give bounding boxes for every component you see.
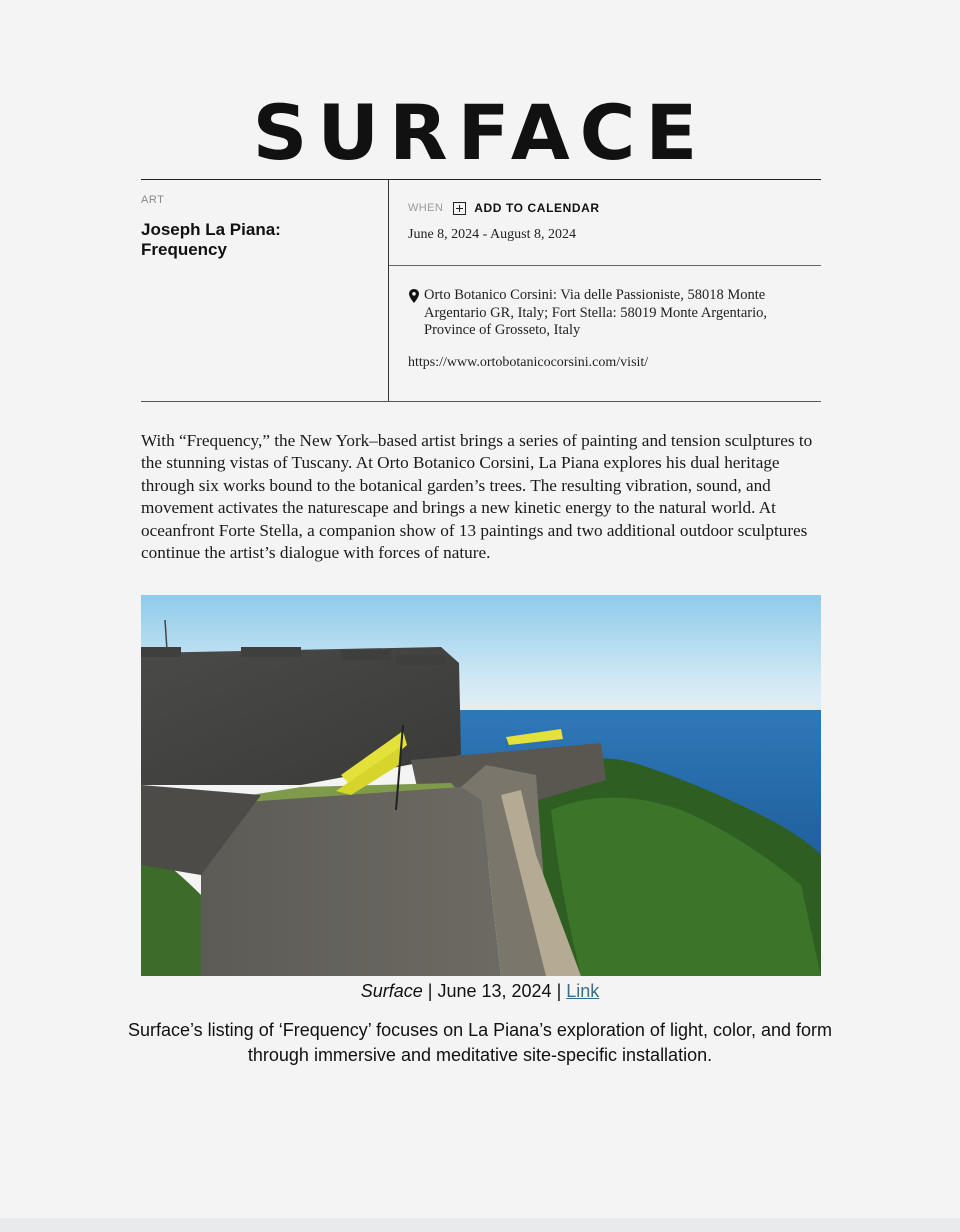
divider: [141, 179, 821, 180]
caption-date: June 13, 2024: [437, 981, 552, 1001]
event-title: Joseph La Piana: Frequency: [141, 220, 281, 259]
site-logo[interactable]: SURFACE: [252, 88, 708, 177]
photo-caption: [0, 981, 960, 1002]
fort-stella-photo: [141, 595, 821, 976]
calendar-plus-icon[interactable]: [453, 202, 466, 215]
venue-url[interactable]: https://www.ortobotanicocorsini.com/visit/: [408, 355, 649, 370]
event-dates: June 8, 2024 - August 8, 2024: [408, 227, 576, 242]
caption-publication: Surface: [360, 981, 423, 1001]
divider: [389, 265, 821, 266]
when-label: WHEN: [408, 202, 444, 214]
category-label[interactable]: ART: [141, 194, 165, 206]
caption-separator: |: [422, 981, 438, 1001]
event-location: Orto Botanico Corsini: Via delle Passioniste, 58018 Monte Argentario GR, Italy; Fort Stella: 58019 Monte Argentario, Province of Grosseto, Italy: [424, 287, 767, 338]
page-footer-strip: [0, 1218, 960, 1232]
coverage-summary: Surface’s listing of ‘Frequency’ focuses on La Piana’s exploration of light, color, and form through immersive and meditative site-specific installation.: [127, 1020, 833, 1065]
caption-separator: |: [551, 981, 567, 1001]
article-body: With “Frequency,” the New York–based artist brings a series of painting and tension sculptures to the stunning vistas of Tuscany. At Orto Botanico Corsini, La Piana explores his dual heritage through six works bound to the botanical garden’s trees. The resulting vibration, sound, and movement activates the naturescape and brings a new kinetic energy to the natural world. At oceanfront Forte Stella, a companion show of 13 paintings and two additional outdoor sculptures continue the artist’s dialogue with forces of nature.: [141, 431, 813, 563]
divider: [141, 401, 821, 402]
caption-link[interactable]: Link: [566, 981, 600, 1001]
when-row: [408, 201, 600, 215]
divider: [388, 180, 389, 402]
add-to-calendar-link[interactable]: ADD TO CALENDAR: [474, 201, 600, 215]
